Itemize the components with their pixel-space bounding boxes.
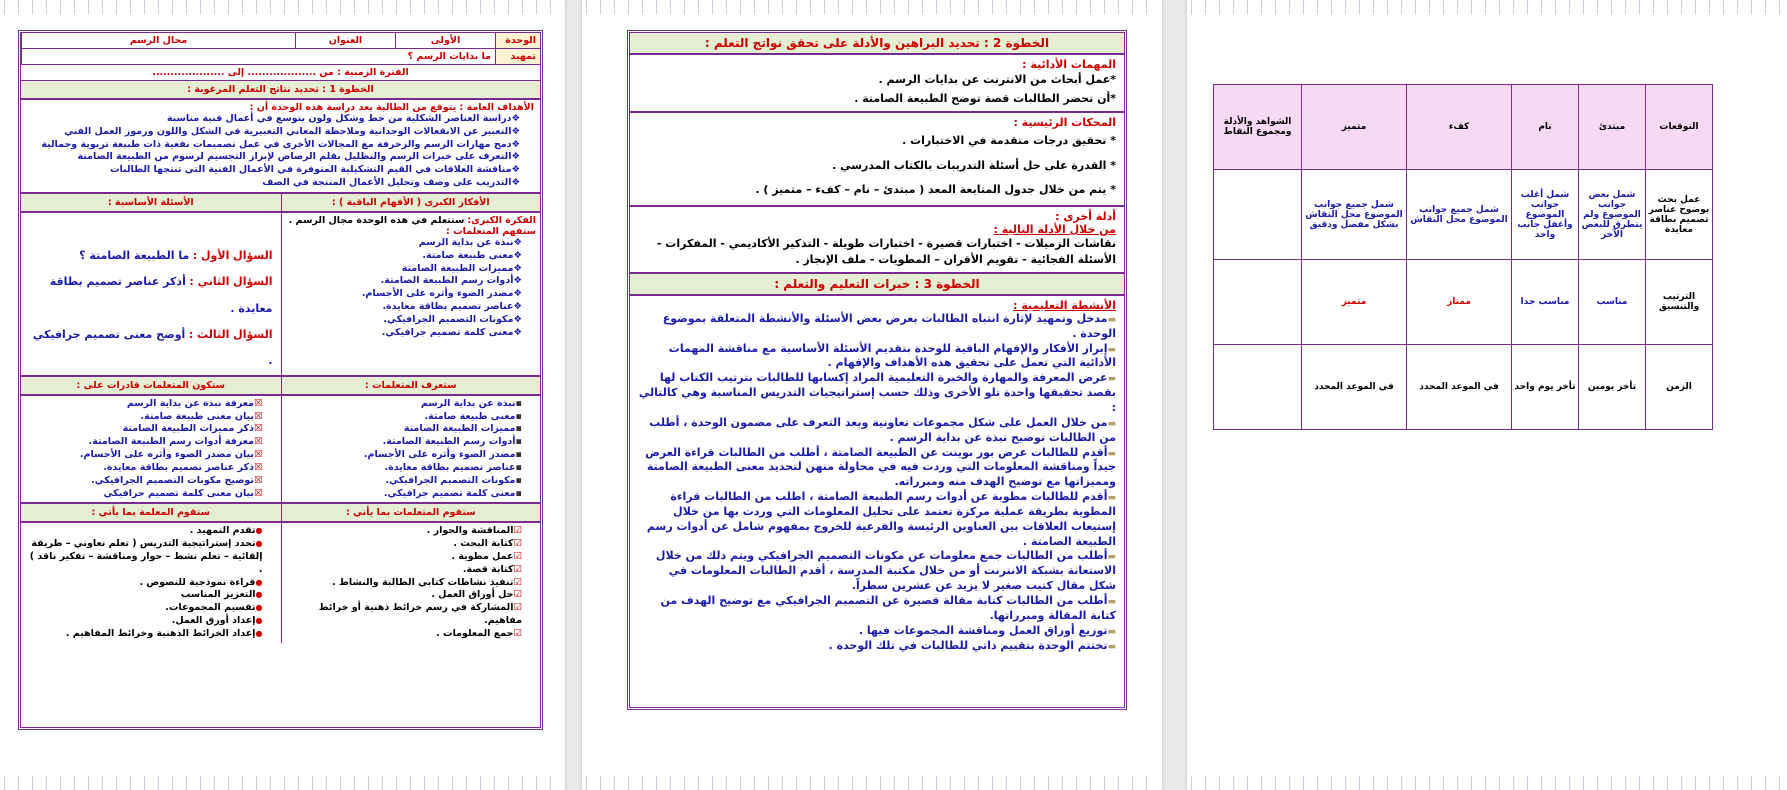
rubric-cell: شمل بعض جوانب الموضوع ولم يتطرق للبعض الآخر xyxy=(1579,170,1646,260)
general-goals-list xyxy=(27,113,534,190)
activity-item: ▬ أقدم للطالبات مطوية عن أدوات رسم الطبيعة الصامتة ، اطلب من الطالبات قراءة المطوية بطريقة عملية مركزة تعتمد على تحليل المعلومات التي وردت بها من خلال إستيعاب العلاقات بين العناوين الرئيسة والفرعية للخروج بمفهوم شامل عن أدوات رسم الطبيعة الصامتة . xyxy=(638,490,1116,549)
activity-item: ▬ توزيع أوراق العمل ومناقشة المجموعات فيها . xyxy=(638,624,1116,639)
domain-value: مجال الرسم xyxy=(21,33,295,49)
intro-value: ما بدايات الرسم ؟ xyxy=(21,49,495,65)
know-item: ▪ معنى كلمة تصميم جرافيكي. xyxy=(286,488,523,501)
able-item: ☒ معرفة أدوات رسم الطبيعة الصامتة. xyxy=(25,436,263,449)
title-label: العنوان xyxy=(295,33,395,49)
page-border-bottom xyxy=(1191,776,1783,790)
goal-item: ❖ دراسة العناصر الشكلية من خط وشكل ولون يتوسع في أعمال فنية مناسبة xyxy=(27,113,520,126)
know-list xyxy=(286,398,537,501)
understand-item: ❖ مكونات التصميم الجرافيكي. xyxy=(286,314,523,327)
rubric-cell: شمل أغلب جوانب الموضوع وأغفل جانب واحد xyxy=(1512,170,1579,260)
criteria xyxy=(630,113,1124,207)
criterion: * تحقيق درجات متقدمة في الاختبارات . xyxy=(902,134,1116,148)
ideas-questions-body xyxy=(21,213,540,377)
know-item: ▪ مكونات التصميم الجرافيكي. xyxy=(286,475,523,488)
question-label: السؤال الثالث : xyxy=(188,328,273,342)
rubric-cell: تأخر يومين xyxy=(1579,345,1646,430)
page-border-top xyxy=(586,0,1158,14)
teacher-do-item: ● التعزيز المناسب xyxy=(25,589,263,602)
period: الفترة الزمنية : من ................... إلى .................... xyxy=(21,65,540,81)
activities-title: الأنشطة التعليمية : xyxy=(1013,298,1116,312)
rubric-cell: في الموعد المحدد xyxy=(1407,345,1512,430)
learners-do-item: ☑ عمل مطوية . xyxy=(286,551,523,564)
evidence-frame xyxy=(627,30,1127,710)
learners-do-item: ☑ المناقشة والحوار . xyxy=(286,525,523,538)
able-list xyxy=(25,398,277,501)
rubric-cell: ممتاز xyxy=(1407,260,1512,345)
unit-plan-frame xyxy=(18,30,543,730)
understand-item: ❖ مصدر الضوء وأثره على الأجسام. xyxy=(286,288,523,301)
step2-title: الخطوة 2 : تحديد البراهين والأدلة على تحقق نواتج التعلم : xyxy=(630,33,1124,55)
teacher-do-item: ● إعداد الخرائط الذهنية وخرائط المفاهيم . xyxy=(25,628,263,641)
rubric-cell: شمل جميع جوانب الموضوع محل النقاش xyxy=(1407,170,1512,260)
able-item: ☒ توضيح مكونات التصميم الجرافيكي. xyxy=(25,475,263,488)
rubric-header: التوقعات xyxy=(1646,85,1713,170)
teacher-do-item: ● تحدد إستراتيجية التدريس ( تعلم تعاوني – طريقة إلقائية – تعلم نشط – حوار ومناقشة – تفكير ناقد ) . xyxy=(25,538,263,576)
rubric-cell: الزمن xyxy=(1646,345,1713,430)
intro-label: تمهيد xyxy=(495,49,540,65)
page-left xyxy=(0,0,565,790)
learners-do-body xyxy=(281,523,541,642)
know-item: ▪ مصدر الضوء وأثره على الأجسام. xyxy=(286,449,523,462)
rubric-row xyxy=(1214,260,1713,345)
performance-tasks xyxy=(630,55,1124,113)
activity-item: ▬ أطلب من الطالبات جمع معلومات عن مكونات التصميم الجرافيكي ويتم ذلك من خلال الاستعانة بشبكة الانترنت أو من خلال مكتبة المدرسة ، أقدم الطالبات المعلومات في شكل مقال كتيب صغير لا يزيد عن عشرين سطراً. xyxy=(638,549,1116,594)
rubric-cell xyxy=(1214,345,1302,430)
able-item: ☒ معرفة نبذة عن بداية الرسم xyxy=(25,398,263,411)
rubric-cell xyxy=(1214,260,1302,345)
understand-list xyxy=(286,237,537,340)
question-label: السؤال الأول : xyxy=(192,248,273,262)
teacher-do-item: ● قراءة نموذجية للنصوص . xyxy=(25,577,263,590)
performance-tasks-title: المهمات الأدائية : xyxy=(1022,58,1116,71)
teacher-do-item: ● إعداد أورق العمل. xyxy=(25,615,263,628)
learners-do-item: ☑ المشاركة في رسم خرائط ذهنية أو خرائط مفاهيم. xyxy=(286,602,523,628)
activities xyxy=(630,296,1124,656)
other-evidence-sub: من خلال الأدلة التالية : xyxy=(993,222,1116,236)
performance-task: *عمل أبحاث من الانترنت عن بدايات الرسم . xyxy=(878,73,1116,86)
goal-item: ❖ دمج مهارات الرسم والزخرفة مع المجالات الأخرى في عمل تصميمات نفعية ذات طبيعة تربوية وجمالية xyxy=(27,139,520,152)
know-item: ▪ أدوات رسم الطبيعة الصامتة. xyxy=(286,436,523,449)
rubric-cell: الترتيب والتنسيق xyxy=(1646,260,1713,345)
criteria-title: المحكات الرئيسية : xyxy=(1013,116,1116,130)
understand-item: ❖ عناصر تصميم بطاقة معايدة. xyxy=(286,301,523,314)
rubric-cell: متميز xyxy=(1302,260,1407,345)
criterion: * القدرة على حل أسئلة التدريبات بالكتاب المدرسي . xyxy=(832,158,1116,172)
question-text: ما الطبيعة الصامتة ؟ xyxy=(79,248,190,262)
rubric-cell: مناسب جدا xyxy=(1512,260,1579,345)
able-item: ☒ بيان مصدر الضوء وأثره على الأجسام. xyxy=(25,449,263,462)
teacher-do-body xyxy=(21,523,281,642)
teacher-do-item: ● تقدم التمهيد . xyxy=(25,525,263,538)
rubric-cell: تأخر يوم واحد xyxy=(1512,345,1579,430)
know-able-body xyxy=(21,396,540,505)
able-item: ☒ بيان معنى طبيعة صامتة. xyxy=(25,411,263,424)
big-idea-text: ستتعلم في هذه الوحدة مجال الرسم . xyxy=(288,214,465,226)
goal-item: ❖ التعبير عن الانفعالات الوجدانية وملاحظة المعاني التعبيرية في الشكل واللون ورموز العمل الفني xyxy=(27,126,520,139)
page-border-bottom xyxy=(586,776,1158,790)
know-able-header xyxy=(21,377,540,396)
know-body xyxy=(281,396,541,503)
ideas-questions-header xyxy=(21,194,540,213)
understand-item: ❖ معنى كلمة تصميم جرافيكي. xyxy=(286,327,523,340)
learners-do-item: ☑ كتابة البحث . xyxy=(286,538,523,551)
learners-do-title: ستقوم المتعلمات بما يأتي : xyxy=(281,504,541,523)
activity-item: ▬ تختتم الوحدة بتقييم ذاتي للطالبات في تلك الوحدة . xyxy=(638,639,1116,654)
know-item: ▪ عناصر تصميم بطاقة معايدة. xyxy=(286,462,523,475)
do-header xyxy=(21,504,540,523)
know-item: ▪ مميزات الطبيعة الصامتة xyxy=(286,423,523,436)
unit-label: الوحدة xyxy=(495,33,540,49)
big-ideas-title: الأفكار الكبرى ( الأفهام الباقية ) : xyxy=(281,194,541,213)
know-title: ستعرف المتعلمات : xyxy=(281,377,541,396)
teacher-do-list xyxy=(25,525,277,640)
goal-item: ❖ مناقشة العلاقات في القيم التشكيلية المتوفرة في الأعمال الفنية التي تنتجها الطالبات xyxy=(27,164,520,177)
general-goals xyxy=(21,100,540,194)
activities-list xyxy=(638,312,1116,653)
question-label: السؤال الثاني : xyxy=(189,275,273,289)
able-title: ستكون المتعلمات قادرات على : xyxy=(21,377,281,396)
activity-item: ▬ أقدم للطالبات عرض بور بوينت عن الطبيعة الصامتة ، أطلب من الطالبات قراءة العرض جيداً ومناقشة المعلومات التي وردت فيه في محاولة منهن لتحديد معنى الطبيعة الصامتة ومميزاتها مع توضيح الهدف منه ومبرراته. xyxy=(638,446,1116,491)
other-evidence-text: نقاشات الزميلات - اختبارات قصيرة - اختبارات طويلة - التذكير الأكاديمي - المفكرات - الأسئلة الفجائية - تقويم الأقران – المطويات - ملف الإنجاز . xyxy=(656,236,1116,267)
goal-item: ❖ التعرف على خبرات الرسم والتظليل بقلم الرصاص لإبراز التجسيم لرسوم من الطبيعة الصامتة xyxy=(27,151,520,164)
rubric-cell xyxy=(1214,170,1302,260)
rubric-row xyxy=(1214,345,1713,430)
header-row-1 xyxy=(21,33,540,49)
unit-value: الأولى xyxy=(395,33,495,49)
rubric-row xyxy=(1214,170,1713,260)
other-evidence xyxy=(630,207,1124,274)
understand-item: ❖ نبذة عن بداية الرسم xyxy=(286,237,523,250)
rubric-header: الشواهد والأدلة ومجموع النقاط xyxy=(1214,85,1302,170)
performance-task: *أن تحضر الطالبات قصة توضح الطبيعة الصامتة . xyxy=(854,91,1116,105)
page-border-bottom xyxy=(4,776,561,790)
rubric-header: نام xyxy=(1512,85,1579,170)
learners-do-list xyxy=(286,525,537,640)
step3-title: الخطوة 3 : خبرات التعليم والتعلم : xyxy=(630,274,1124,296)
big-idea-label: الفكرة الكبرى: xyxy=(467,214,536,226)
able-item: ☒ ذكر عناصر تصميم بطاقة معايدة. xyxy=(25,462,263,475)
activity-item: ▬ مدخل وتمهيد لإثارة انتباه الطالبات بعرض بعض الأسئلة والأنشطة المتعلقة بموضوع الوحدة . xyxy=(638,312,1116,342)
understand-label: ستفهم المتعلمات : xyxy=(446,225,536,237)
big-ideas-body xyxy=(281,213,541,375)
learners-do-item: ☑ جمع المعلومات . xyxy=(286,628,523,641)
other-evidence-title: أدلة أخرى : xyxy=(1055,209,1116,223)
goal-item: ❖ التدريب على وصف وتحليل الأعمال المنتجة في الصف xyxy=(27,177,520,190)
rubric-cell: في الموعد المحدد xyxy=(1302,345,1407,430)
rubric-header: كفء xyxy=(1407,85,1512,170)
learners-do-item: ☑ حل أوراق العمل . xyxy=(286,589,523,602)
question-text: أوضح معنى تصميم جرافيكي . xyxy=(32,328,273,368)
page-border-top xyxy=(4,0,561,14)
teacher-do-item: ● تقسيم المجموعات. xyxy=(25,602,263,615)
understand-item: ❖ معنى طبيعة صامتة. xyxy=(286,250,523,263)
rubric-cell: شمل جميع جوانب الموضوع محل النقاش بشكل مفصل ودقيق xyxy=(1302,170,1407,260)
rubric-cell: عمل بحث بوضوح عناصر تصميم بطاقة معايدة xyxy=(1646,170,1713,260)
activity-item: ▬ عرض المعرفة والمهارة والخبرة التعليمية المراد إكسابها للطالبات بترتيب الكتاب لها بقصد تحقيقها واحدة تلو الأخرى وذلك حسب إستراتيجيات التدريس المناسبة وهي كالتالي : xyxy=(638,371,1116,416)
learners-do-item: ☑ تنفيذ نشاطات كتابي الطالبة والنشاط . xyxy=(286,577,523,590)
able-item: ☒ بيان معنى كلمة تصميم جرافيكي xyxy=(25,488,263,501)
criterion: * يتم من خلال جدول المتابعة المعد ( مبتدئ – نام – كفء – متميز ) . xyxy=(755,182,1116,196)
question-text: أذكر عناصر تصميم بطاقة معايدة . xyxy=(49,275,273,315)
rubric-cell: مناسب xyxy=(1579,260,1646,345)
essential-questions-title: الأسئلة الأساسية : xyxy=(21,194,281,213)
rubric-header: مبتدئ xyxy=(1579,85,1646,170)
know-item: ▪ معنى طبيعة صامتة. xyxy=(286,411,523,424)
teacher-do-title: ستقوم المعلمة بما يأتي : xyxy=(21,504,281,523)
general-goals-title: الأهداف العامة : يتوقع من الطالبة بعد دراسة هذه الوحدة أن : xyxy=(249,102,534,113)
essential-questions-body xyxy=(21,213,281,375)
activity-item: ▬ من خلال العمل على شكل مجموعات تعاونية وبعد التعرف على مضمون الوحدة ، أطلب من الطالبات توضيح نبذة عن بداية الرسم . xyxy=(638,416,1116,446)
rubric-header: متميز xyxy=(1302,85,1407,170)
page-middle xyxy=(582,0,1162,790)
step1-title: الخطوة 1 : تحديد نتاتج التعلم المرغوبة : xyxy=(21,81,540,100)
rubric-table xyxy=(1213,84,1713,430)
activity-item: ▬ أطلب من الطالبات كتابة مقالة قصيرة عن التصميم الجرافيكي مع توضيح الهدف من كتابة المقالة ومبرراتها. xyxy=(638,594,1116,624)
able-body xyxy=(21,396,281,503)
header-row-2 xyxy=(21,49,540,65)
rubric-header-row xyxy=(1214,85,1713,170)
activity-item: ▬ إبراز الأفكار والإفهام الباقية للوحدة بتقديم الأسئلة الأساسية مع مناقشة المهمات الأدائية التي تعمل على تحقيق هذه الأهداف والإفهام . xyxy=(638,342,1116,372)
understand-item: ❖ أدوات رسم الطبيعة الصامتة. xyxy=(286,275,523,288)
understand-item: ❖ مميزات الطبيعة الصامتة xyxy=(286,263,523,276)
page-border-top xyxy=(1191,0,1783,14)
do-body xyxy=(21,523,540,642)
know-item: ▪ نبذة عن بداية الرسم xyxy=(286,398,523,411)
able-item: ☒ ذكر مميزات الطبيعة الصامتة xyxy=(25,423,263,436)
learners-do-item: ☑ كتابة قصة. xyxy=(286,564,523,577)
